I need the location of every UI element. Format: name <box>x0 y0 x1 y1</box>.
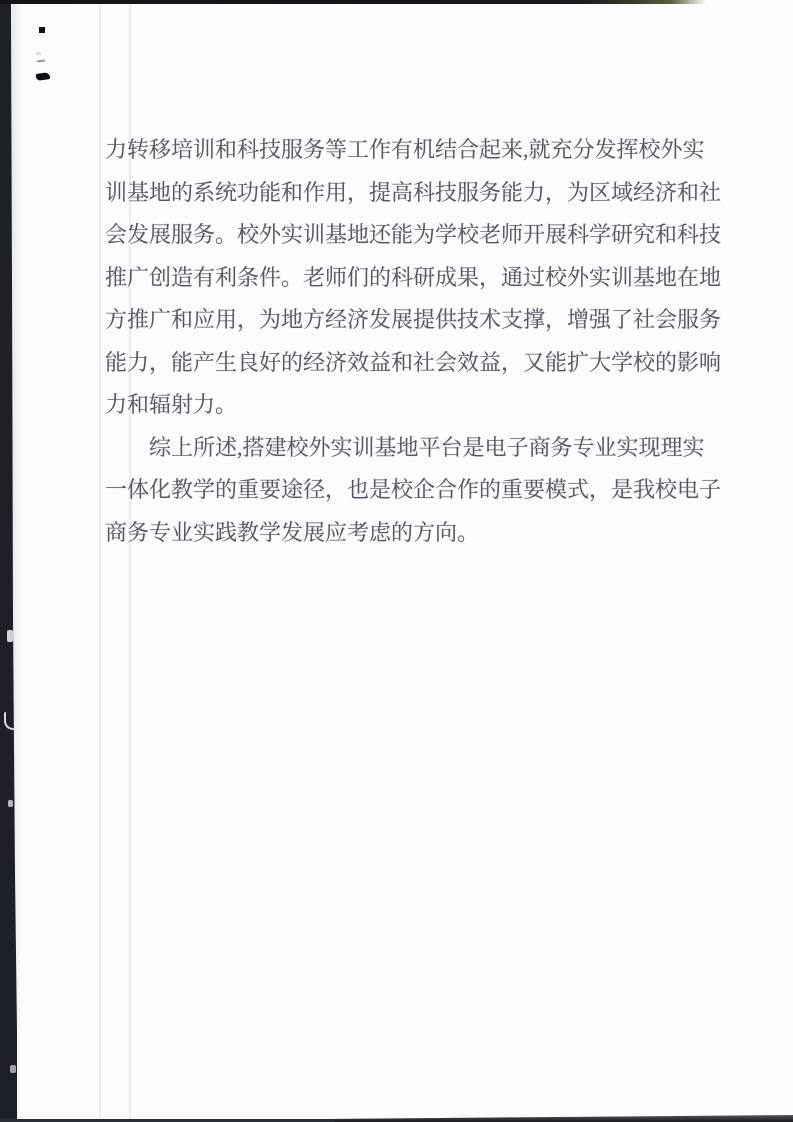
text-line: 商务专业实践教学发展应考虑的方向。 <box>105 519 480 545</box>
paragraph <box>105 129 727 427</box>
text-line: 综上所述,搭建校外实训基地平台是电子商务专业实现理实 <box>149 434 705 460</box>
scan-edge-bottom-strip-right <box>335 1115 793 1122</box>
ink-mark-blob <box>36 72 51 81</box>
scan-band-notch <box>10 1065 16 1073</box>
text-line: 力和辐射力。 <box>105 392 238 417</box>
scan-band-notch <box>7 630 13 642</box>
fold-line-left <box>99 0 101 1122</box>
ink-mark-speck <box>36 52 41 55</box>
text-line: 方推广和应用，为地方经济发展提供技术支撑，增强了社会服务 <box>105 307 722 332</box>
text-line: 力转移培训和科技服务等工作有机结合起来,就充分发挥校外实 <box>105 137 705 162</box>
text-line: 推广创造有利条件。老师们的科研成果，通过校外实训基地在地 <box>105 264 722 290</box>
document-body-text <box>105 129 727 554</box>
scan-edge-top-strip <box>0 0 706 4</box>
scan-band-notch <box>8 800 13 807</box>
text-line: 训基地的系统功能和作用，提高科技服务能力，为区域经济和社 <box>105 179 722 205</box>
text-line: 一体化教学的重要途径，也是校企合作的重要模式，是我校电子 <box>105 477 722 502</box>
text-line: 能力，能产生良好的经济效益和社会效益，又能扩大学校的影响 <box>105 349 722 375</box>
ink-mark-square <box>39 27 45 33</box>
text-line: 会发展服务。校外实训基地还能为学校老师开展科学研究和科技 <box>105 222 722 247</box>
ink-mark-dash <box>37 60 45 63</box>
paragraph <box>105 427 727 555</box>
